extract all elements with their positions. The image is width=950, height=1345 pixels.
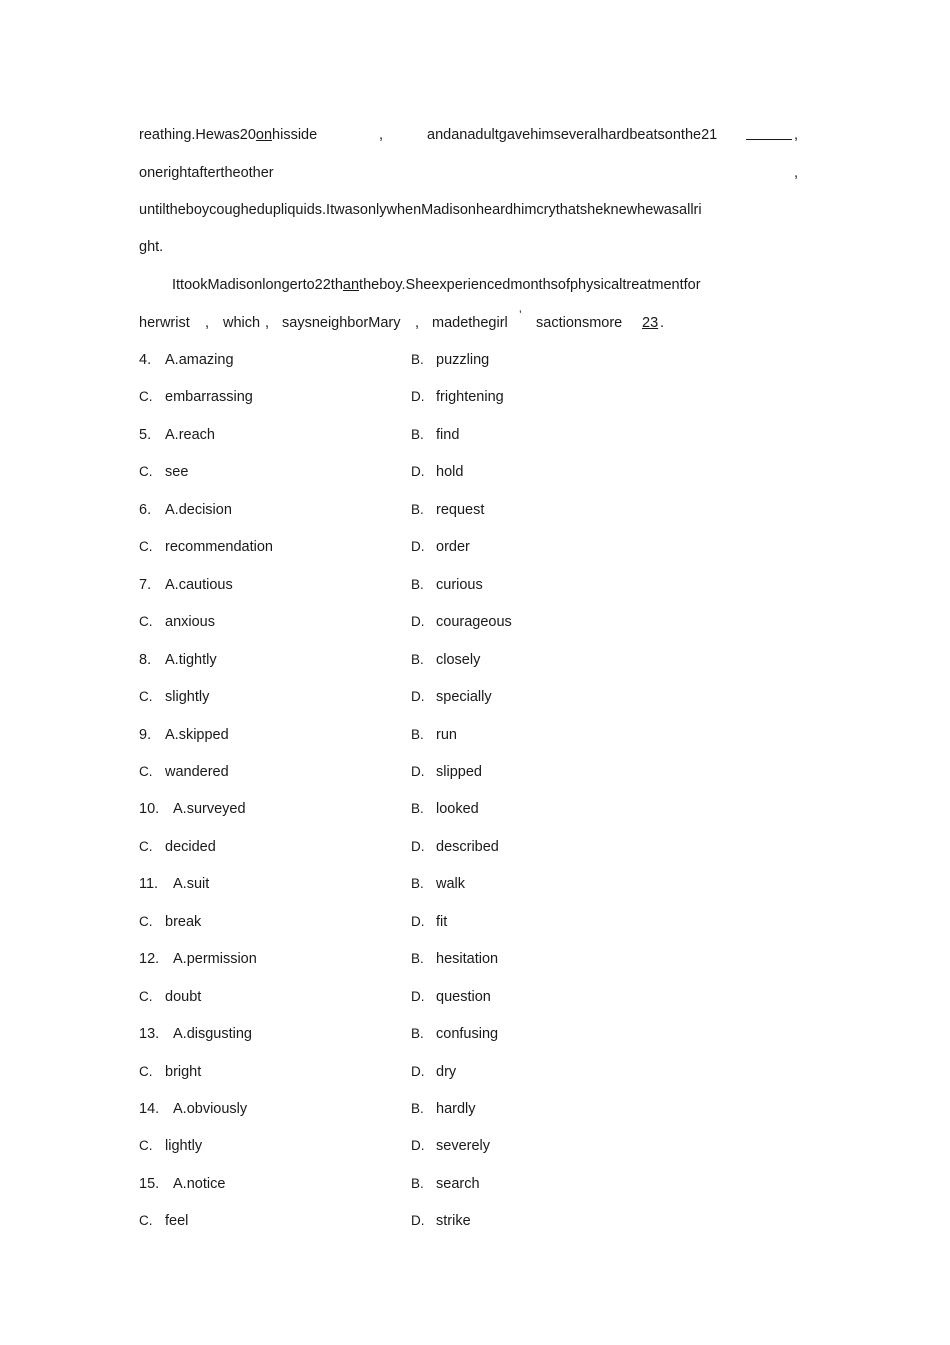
option-b: hardly [436, 1101, 476, 1117]
comma: , [794, 165, 799, 181]
passage-line-2: onerightaftertheother [139, 165, 274, 181]
option-c: feel [165, 1213, 189, 1229]
passage-text: sactionsmore [536, 315, 623, 331]
option-c: lightly [165, 1138, 203, 1154]
question-number: 7. [139, 577, 152, 593]
option-c: see [165, 464, 189, 480]
underlined-word: on [255, 127, 273, 143]
comma: , [265, 315, 270, 331]
option-d: slipped [436, 764, 482, 780]
option-c-letter: C. [139, 839, 153, 854]
option-a: A.skipped [165, 727, 229, 743]
option-a: A.reach [165, 427, 215, 443]
option-d-letter: D. [411, 1064, 425, 1079]
option-b: request [436, 502, 485, 518]
option-c-letter: C. [139, 464, 153, 479]
option-d: specially [436, 689, 492, 705]
question-number: 15. [139, 1176, 160, 1192]
option-b: looked [436, 801, 479, 817]
option-d: courageous [436, 614, 512, 630]
option-b: run [436, 727, 457, 743]
option-b-letter: B. [411, 502, 424, 517]
period: . [660, 315, 665, 331]
question-number: 12. [139, 951, 160, 967]
passage-text: saysneighborMary [282, 315, 401, 331]
option-c-letter: C. [139, 1064, 153, 1079]
option-a: A.suit [173, 876, 210, 892]
option-d-letter: D. [411, 614, 425, 629]
passage-text: which [223, 315, 261, 331]
option-d-letter: D. [411, 539, 425, 554]
option-c: break [165, 914, 202, 930]
option-c-letter: C. [139, 989, 153, 1004]
option-d: frightening [436, 389, 504, 405]
question-number: 9. [139, 727, 152, 743]
option-d: question [436, 989, 491, 1005]
question-number: 8. [139, 652, 152, 668]
option-b: confusing [436, 1026, 499, 1042]
option-c-letter: C. [139, 539, 153, 554]
option-a: A.permission [173, 951, 257, 967]
option-b: puzzling [436, 352, 490, 368]
option-b-letter: B. [411, 352, 424, 367]
option-c: bright [165, 1064, 202, 1080]
option-b-letter: B. [411, 1026, 424, 1041]
option-d: severely [436, 1138, 490, 1154]
question-number: 5. [139, 427, 152, 443]
passage-line-5 [172, 275, 701, 295]
option-b-letter: B. [411, 801, 424, 816]
question-number: 14. [139, 1101, 160, 1117]
option-d: described [436, 839, 499, 855]
option-b-letter: B. [411, 577, 424, 592]
passage-text: herwrist [139, 315, 190, 331]
option-d-letter: D. [411, 689, 425, 704]
option-d-letter: D. [411, 389, 425, 404]
option-b-letter: B. [411, 951, 424, 966]
option-c-letter: C. [139, 1138, 153, 1153]
option-c: anxious [165, 614, 215, 630]
blank-21 [746, 125, 792, 146]
option-a: A.amazing [165, 352, 234, 368]
option-d: fit [436, 914, 448, 930]
option-c-letter: C. [139, 1213, 153, 1228]
comma: , [415, 315, 420, 331]
option-a: A.tightly [165, 652, 217, 668]
option-b-letter: B. [411, 1176, 424, 1191]
blank-23-number: 23 [642, 315, 659, 331]
option-b: search [436, 1176, 480, 1192]
option-b: curious [436, 577, 483, 593]
comma: , [794, 127, 799, 143]
passage-text: andanadultgavehimseveralhardbeatsonthe21 [427, 127, 718, 143]
passage-line-4: ght. [139, 239, 164, 255]
option-d: dry [436, 1064, 457, 1080]
option-b: hesitation [436, 951, 499, 967]
option-b-letter: B. [411, 652, 424, 667]
option-c-letter: C. [139, 389, 153, 404]
option-d: hold [436, 464, 464, 480]
option-a: A.disgusting [173, 1026, 252, 1042]
passage-line-3: untiltheboycoughedupliquids.ItwasonlywhenMadisonheardhimcrythatsheknewhewasallri [139, 202, 702, 218]
apostrophe: ’ [519, 308, 522, 322]
passage-text: madethegirl [432, 315, 508, 331]
option-d-letter: D. [411, 839, 425, 854]
question-number: 11. [139, 876, 159, 892]
option-c: recommendation [165, 539, 273, 555]
option-d-letter: D. [411, 1138, 425, 1153]
underlined-word: an [342, 277, 360, 293]
option-c-letter: C. [139, 614, 153, 629]
option-c: wandered [165, 764, 229, 780]
option-b: walk [436, 876, 466, 892]
option-d-letter: D. [411, 989, 425, 1004]
option-a: A.obviously [173, 1101, 248, 1117]
question-number: 13. [139, 1026, 160, 1042]
option-b-letter: B. [411, 876, 424, 891]
passage-text: theboy.Sheexperiencedmonthsofphysicaltreatmentfor [359, 277, 701, 293]
option-b-letter: B. [411, 427, 424, 442]
option-d-letter: D. [411, 1213, 425, 1228]
option-d-letter: D. [411, 914, 425, 929]
option-c-letter: C. [139, 689, 153, 704]
option-d: strike [436, 1213, 471, 1229]
option-b: find [436, 427, 460, 443]
option-c: slightly [165, 689, 210, 705]
option-a: A.decision [165, 502, 232, 518]
option-a: A.surveyed [173, 801, 246, 817]
question-number: 6. [139, 502, 152, 518]
option-b-letter: B. [411, 1101, 424, 1116]
passage-text: IttookMadisonlongerto22th [172, 277, 343, 293]
option-d: order [436, 539, 470, 555]
option-d-letter: D. [411, 464, 425, 479]
option-c-letter: C. [139, 914, 153, 929]
option-c: decided [165, 839, 216, 855]
question-number: 10. [139, 801, 160, 817]
question-number: 4. [139, 352, 152, 368]
option-c: embarrassing [165, 389, 253, 405]
option-b-letter: B. [411, 727, 424, 742]
passage-line-1 [139, 125, 317, 145]
passage-text: reathing.Hewas20 [139, 127, 256, 143]
comma: , [205, 315, 210, 331]
comma: , [379, 127, 384, 143]
option-c: doubt [165, 989, 202, 1005]
option-d-letter: D. [411, 764, 425, 779]
option-b: closely [436, 652, 481, 668]
passage-text: hisside [272, 127, 318, 143]
option-a: A.notice [173, 1176, 226, 1192]
option-a: A.cautious [165, 577, 233, 593]
option-c-letter: C. [139, 764, 153, 779]
